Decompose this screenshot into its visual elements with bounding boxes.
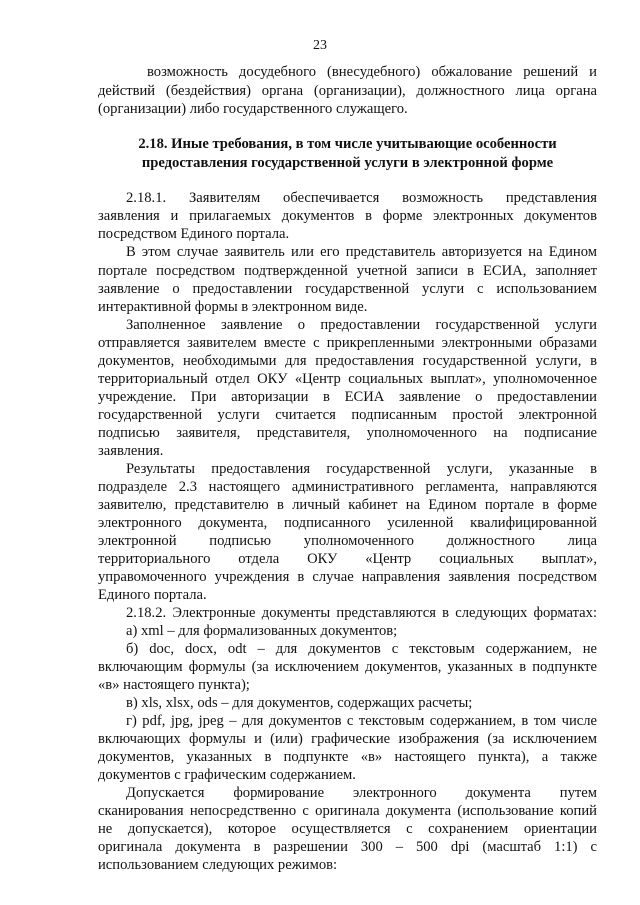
text-line: (организации) либо государственного служащего. bbox=[98, 101, 408, 117]
text-line: а) xml – для формализованных документов; bbox=[126, 623, 398, 639]
text-line: В этом случае заявитель или его представитель авторизуется на Едином bbox=[126, 244, 597, 260]
text-line: отправляется заявителем вместе с прикрепленными электронными образами bbox=[98, 335, 597, 351]
text-line: подписью заявителя, представителя, уполномоченного на подписание bbox=[98, 425, 597, 441]
text-line: посредством Единого портала. bbox=[98, 226, 290, 242]
text-line: Заполненное заявление о предоставлении государственной услуги bbox=[126, 317, 597, 333]
text-line: заявителю, представителю в личный кабинет на Едином портале в форме bbox=[98, 497, 597, 513]
text-line: государственной услуги считается подписанным простой электронной bbox=[98, 407, 597, 423]
text-line: Допускается формирование электронного документа путем bbox=[126, 785, 597, 801]
text-line: 2.18.2. Электронные документы представляются в следующих форматах: bbox=[126, 605, 597, 621]
page-number: 23 bbox=[313, 38, 327, 53]
text-line: территориального отдела ОКУ «Центр социальных выплат», bbox=[98, 551, 597, 567]
section-heading-line: 2.18. Иные требования, в том числе учитывающие особенности bbox=[138, 136, 557, 152]
text-line: оригинала документа в разрешении 300 – 500 dpi (масштаб 1:1) с bbox=[98, 839, 597, 855]
text-line: включающим формулы (за исключением документов, указанных в подпункте bbox=[98, 659, 597, 675]
text-line: использованием следующих режимов: bbox=[98, 857, 338, 873]
text-line: б) doc, docx, odt – для документов с текстовым содержанием, не bbox=[126, 641, 597, 657]
text-line: включающих формулы и (или) графические изображения (за исключением bbox=[98, 731, 597, 747]
section-heading-line: предоставления государственной услуги в электронной форме bbox=[141, 155, 554, 171]
text-line: возможность досудебного (внесудебного) обжалование решений и bbox=[147, 64, 597, 80]
text-line: документов, необходимыми для предоставления государственной услуги, в bbox=[98, 353, 597, 369]
text-line: портале посредством подтвержденной учетной записи в ЕСИА, заполняет bbox=[98, 263, 597, 279]
text-line: г) pdf, jpg, jpeg – для документов с текстовым содержанием, в том числе bbox=[126, 713, 598, 729]
text-line: управомоченного учреждения в случае направления заявления посредством bbox=[98, 569, 597, 585]
text-line: Единого портала. bbox=[98, 587, 207, 603]
text-line: подразделе 2.3 настоящего административного регламента, направляются bbox=[98, 479, 597, 495]
text-line: не допускается), которое осуществляется с сохранением ориентации bbox=[98, 821, 597, 837]
text-line: «в» настоящего пункта); bbox=[98, 677, 250, 693]
text-line: территориальный отдел ОКУ «Центр социальных выплат», уполномоченное bbox=[98, 371, 597, 387]
text-line: документов с графическим содержанием. bbox=[98, 767, 356, 783]
text-line: Результаты предоставления государственной услуги, указанные в bbox=[126, 461, 597, 477]
text-line: документов, указанных в подпункте «в» настоящего пункта), а также bbox=[98, 749, 597, 765]
text-line: заявления и прилагаемых документов в форме электронных документов bbox=[98, 208, 597, 224]
text-line: учреждение. При авторизации в ЕСИА заявление о предоставлении bbox=[98, 389, 597, 405]
text-line: электронного документа, подписанного усиленной квалифицированной bbox=[98, 515, 597, 531]
text-line: заявление о предоставлении государственной услуги с использованием bbox=[98, 281, 597, 297]
text-line: 2.18.1. Заявителям обеспечивается возможность представления bbox=[126, 190, 597, 206]
text-line: заявления. bbox=[98, 443, 164, 459]
text-line: действий (бездействия) органа (организации), должностного лица органа bbox=[98, 83, 597, 99]
text-line: сканирования непосредственно с оригинала документа (использование копий bbox=[98, 803, 597, 819]
text-line: интерактивной формы в электронном виде. bbox=[98, 299, 368, 315]
text-line: в) xls, xlsx, ods – для документов, содержащих расчеты; bbox=[126, 695, 473, 711]
text-line: электронной подписью уполномоченного должностного лица bbox=[98, 533, 597, 549]
